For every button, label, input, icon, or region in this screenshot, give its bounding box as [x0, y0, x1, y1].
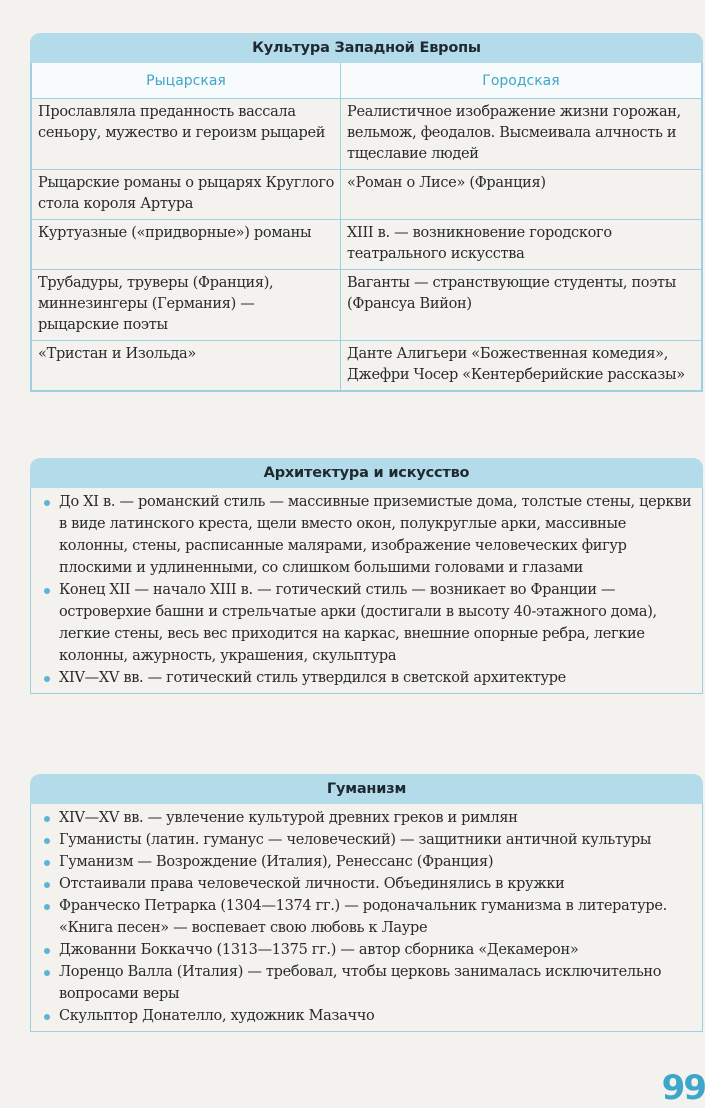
column-header-urban: Городская	[341, 63, 702, 99]
table-cell: Данте Алигьери «Божественная комедия», Джефри Чосер «Кентерберийские рассказы»	[341, 341, 702, 391]
architecture-list-box	[30, 488, 703, 694]
list-item	[43, 895, 698, 939]
table-row	[32, 341, 702, 391]
bullet-icon	[44, 500, 50, 506]
bullet-icon	[44, 838, 50, 844]
list-item-text: Франческо Петрарка (1304—1374 гг.) — родоначальник гуманизма в литературе. «Книга песен» — воспевает свою любовь к Лауре	[59, 898, 667, 936]
table-cell: Рыцарские романы о рыцарях Круглого стола короля Артура	[32, 170, 341, 220]
bullet-icon	[44, 970, 50, 976]
section-title-culture: Культура Западной Европы	[30, 33, 703, 63]
section-title-architecture: Архитектура и искусство	[30, 458, 703, 488]
list-item	[43, 667, 698, 689]
list-item-text: Гуманизм — Возрождение (Италия), Ренессанс (Франция)	[59, 854, 494, 870]
table-cell: XIII в. — возникновение городского театрального искусства	[341, 220, 702, 270]
list-item-text: Лоренцо Валла (Италия) — требовал, чтобы церковь занималась исключительно вопросами веры	[59, 964, 662, 1002]
list-item-text: Гуманисты (латин. гуманус — человеческий) — защитники античной культуры	[59, 832, 652, 848]
table-cell: «Тристан и Изольда»	[32, 341, 341, 391]
list-item-text: Отстаивали права человеческой личности. Объединялись в кружки	[59, 876, 565, 892]
table-cell: Трубадуры, труверы (Франция), миннезингеры (Германия) — рыцарские поэты	[32, 270, 341, 341]
list-item	[43, 1005, 698, 1027]
list-item	[43, 961, 698, 1005]
bullet-icon	[44, 588, 50, 594]
humanism-list	[43, 807, 698, 1027]
list-item	[43, 491, 698, 579]
architecture-list	[43, 491, 698, 689]
table-cell: Ваганты — странствующие студенты, поэты (Франсуа Вийон)	[341, 270, 702, 341]
column-header-knightly: Рыцарская	[32, 63, 341, 99]
table-row	[32, 170, 702, 220]
section-title-humanism: Гуманизм	[30, 774, 703, 804]
bullet-icon	[44, 904, 50, 910]
list-item	[43, 851, 698, 873]
bullet-icon	[44, 948, 50, 954]
list-item-text: До XI в. — романский стиль — массивные приземистые дома, толстые стены, церкви в виде латинского креста, щели вместо окон, полукруглые арки, массивные колонны, стены, расписанные малярами, изображение человеческих фигур плоскими и удлиненными, со слишком большими головами и глазами	[59, 494, 692, 576]
list-item	[43, 807, 698, 829]
table-row	[32, 220, 702, 270]
list-item	[43, 829, 698, 851]
page-number: 99	[661, 1068, 705, 1108]
list-item-text: Джованни Боккаччо (1313—1375 гг.) — автор сборника «Декамерон»	[59, 942, 579, 958]
table-cell: «Роман о Лисе» (Франция)	[341, 170, 702, 220]
table-row	[32, 270, 702, 341]
list-item	[43, 939, 698, 961]
humanism-list-box	[30, 804, 703, 1032]
bullet-icon	[44, 816, 50, 822]
list-item-text: Скульптор Донателло, художник Мазаччо	[59, 1008, 375, 1024]
list-item-text: XIV—XV вв. — увлечение культурой древних греков и римлян	[59, 810, 518, 826]
list-item	[43, 579, 698, 667]
table-cell: Реалистичное изображение жизни горожан, вельмож, феодалов. Высмеивала алчность и тщеславие людей	[341, 99, 702, 170]
bullet-icon	[44, 676, 50, 682]
table-cell: Куртуазные («придворные») романы	[32, 220, 341, 270]
bullet-icon	[44, 860, 50, 866]
list-item-text: XIV—XV вв. — готический стиль утвердился в светской архитектуре	[59, 670, 566, 686]
bullet-icon	[44, 1014, 50, 1020]
table-row	[32, 99, 702, 170]
list-item-text: Конец XII — начало XIII в. — готический стиль — возникает во Франции — островерхие башни и стрельчатые арки (достигали в высоту 40-этажного дома), легкие стены, весь вес приходится на каркас, внешние опорные ребра, легкие колонны, ажурность, украшения, скульптура	[59, 582, 657, 664]
bullet-icon	[44, 882, 50, 888]
culture-table	[30, 63, 703, 392]
table-cell: Прославляла преданность вассала сеньору, мужество и героизм рыцарей	[32, 99, 341, 170]
list-item	[43, 873, 698, 895]
